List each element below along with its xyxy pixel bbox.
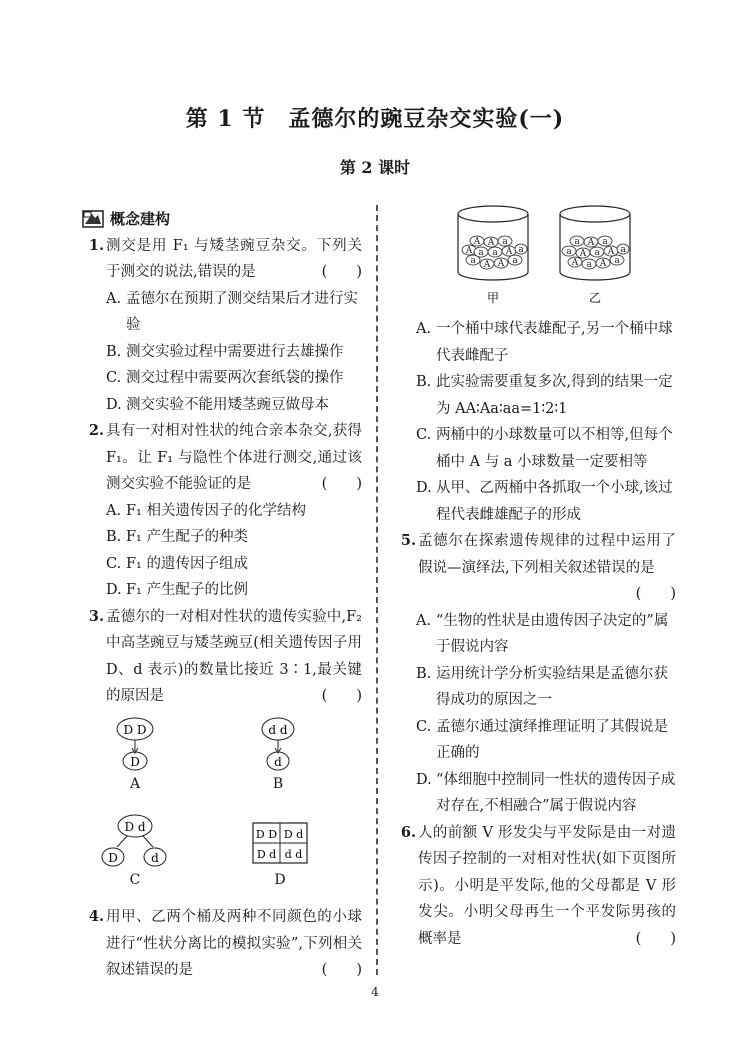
option-letter: A. xyxy=(416,321,432,337)
option-a[interactable] xyxy=(400,316,676,369)
question-3 xyxy=(80,604,362,710)
question-stem: 孟德尔在探索遗传规律的过程中运用了假说—演绎法,下列相关叙述错误的是 xyxy=(418,533,676,576)
lesson-subtitle: 第 2 课时 xyxy=(339,158,411,177)
question-stem: 孟德尔的一对相对性状的遗传实验中,F₂ 中高茎豌豆与矮茎豌豆(相关遗传因子用 D、d 表示)的数量比接近 3∶1,最关键的原因是 xyxy=(106,608,362,704)
question-2 xyxy=(80,418,362,498)
diagram-b-child: d xyxy=(274,755,282,769)
question-stem: 人的前额 V 形发尖与平发际是由一对遗传因子控制的一对相对性状(如下页图所示)。小明是平发际,他的父母都是 V 形发尖。小明父母再生一个平发际男孩的概率是 xyxy=(418,824,676,947)
option-text: F₁ 产生配子的比例 xyxy=(126,582,248,598)
question-5 xyxy=(400,528,676,608)
right-column xyxy=(400,316,676,952)
concept-icon xyxy=(82,210,104,228)
question-number: 6. xyxy=(400,823,416,841)
diagram-a-child: D xyxy=(130,755,140,769)
option-a[interactable] xyxy=(400,608,676,661)
option-d[interactable] xyxy=(80,392,362,419)
svg-text:a: a xyxy=(586,260,592,270)
question-1 xyxy=(80,233,362,286)
page-number: 4 xyxy=(371,985,379,999)
option-letter: C. xyxy=(416,427,432,443)
svg-text:a: a xyxy=(594,248,600,258)
svg-text:A: A xyxy=(607,247,615,257)
page-title: 第 1 节 孟德尔的豌豆杂交实验(一) xyxy=(185,106,565,132)
diagram-a-label: A xyxy=(129,776,141,792)
option-c[interactable] xyxy=(80,551,362,578)
svg-text:a: a xyxy=(566,247,572,257)
svg-text:a: a xyxy=(492,248,498,258)
diagram-d-label: D xyxy=(274,872,286,888)
svg-text:A: A xyxy=(587,238,595,248)
svg-text:A: A xyxy=(487,238,495,248)
option-letter: B. xyxy=(416,665,432,682)
option-c[interactable] xyxy=(400,714,676,767)
option-letter: A. xyxy=(106,502,122,519)
svg-text:A: A xyxy=(599,259,607,269)
answer-bracket: ( ) xyxy=(635,586,676,602)
answer-bracket: ( ) xyxy=(321,688,362,704)
svg-text:a: a xyxy=(512,256,518,266)
option-a[interactable] xyxy=(80,498,362,525)
option-text: 测交实验过程中需要进行去雄操作 xyxy=(126,343,344,360)
diagram-b[interactable] xyxy=(243,715,313,775)
question-number: 4. xyxy=(88,908,104,925)
option-b[interactable] xyxy=(400,661,676,714)
question-stem: 测交是用 F₁ 与矮茎豌豆杂交。下列关于测交的说法,错误的是 xyxy=(106,237,362,280)
option-text: 一个桶中球代表雄配子,另一个桶中球代表雌配子 xyxy=(436,321,673,364)
diagram-a-parent: D D xyxy=(123,723,147,737)
option-text: “体细胞中控制同一性状的遗传因子成对存在,不相融合”属于假说内容 xyxy=(436,771,676,814)
option-d[interactable] xyxy=(80,577,362,604)
diagram-d[interactable] xyxy=(252,822,308,864)
section-header xyxy=(82,206,362,233)
bucket-jia xyxy=(458,206,528,280)
bucket-yi-label: 乙 xyxy=(588,291,602,305)
option-text: 此实验需要重复多次,得到的结果一定为 AA∶Aa∶aa=1∶2∶1 xyxy=(436,374,673,417)
answer-bracket: ( ) xyxy=(321,962,362,978)
svg-text:a: a xyxy=(518,245,524,255)
svg-text:A: A xyxy=(579,249,587,259)
diagram-c-parent: D d xyxy=(124,820,146,834)
svg-text:A: A xyxy=(497,259,505,269)
option-text: 两桶中的小球数量可以不相等,但每个桶中 A 与 a 小球数量一定要相等 xyxy=(436,427,673,470)
punnett-cell: D d xyxy=(256,848,277,861)
option-text: 运用统计学分析实验结果是孟德尔获得成功的原因之一 xyxy=(436,665,668,708)
question-stem: 具有一对相对性状的纯合亲本杂交,获得 F₁。让 F₁ 与隐性个体进行测交,通过该测交实验不能验证的是 xyxy=(106,423,362,492)
question-4 xyxy=(80,904,362,984)
svg-text:A: A xyxy=(571,258,579,268)
option-letter: D. xyxy=(106,396,122,413)
svg-text:a: a xyxy=(470,256,476,266)
column-divider xyxy=(376,205,378,975)
option-text: 从甲、乙两桶中各抓取一个小球,该过程代表雌雄配子的形成 xyxy=(436,480,673,523)
option-text: 测交过程中需要两次套纸袋的操作 xyxy=(126,370,344,386)
option-letter: A. xyxy=(416,612,432,629)
svg-text:A: A xyxy=(473,237,481,247)
option-letter: D. xyxy=(416,480,432,496)
diagram-b-parent: d d xyxy=(268,723,288,737)
diagram-c-child-2: d xyxy=(151,851,159,865)
bucket-yi xyxy=(560,206,630,280)
question-6 xyxy=(400,820,676,953)
option-letter: D. xyxy=(106,582,122,598)
option-c[interactable] xyxy=(400,422,676,475)
option-letter: C. xyxy=(106,370,122,386)
option-d[interactable] xyxy=(400,475,676,528)
option-text: F₁ 相关遗传因子的化学结构 xyxy=(126,502,306,519)
bucket-figure xyxy=(455,202,635,310)
option-text: F₁ 产生配子的种类 xyxy=(126,529,248,545)
question-4-stem-block xyxy=(80,904,362,984)
diagram-c-label: C xyxy=(129,872,141,888)
diagram-a[interactable] xyxy=(100,715,170,775)
question-number: 3. xyxy=(88,607,104,625)
punnett-cell: D D xyxy=(255,828,278,841)
bucket-jia-label: 甲 xyxy=(486,291,500,305)
svg-text:a: a xyxy=(574,237,580,247)
option-b[interactable] xyxy=(80,524,362,551)
option-text: 孟德尔在预期了测交结果后才进行实验 xyxy=(126,290,358,333)
diagram-b-label: B xyxy=(272,776,284,792)
option-d[interactable] xyxy=(400,767,676,820)
svg-text:a: a xyxy=(502,237,508,247)
question-number: 5. xyxy=(400,532,416,549)
punnett-cell: d d xyxy=(284,848,303,861)
svg-text:a: a xyxy=(614,256,620,266)
option-letter: B. xyxy=(106,529,122,545)
svg-text:A: A xyxy=(483,260,491,270)
question-number: 2. xyxy=(88,422,104,439)
option-b[interactable] xyxy=(400,369,676,422)
question-number: 1. xyxy=(88,236,104,254)
diagram-c-child-1: D xyxy=(108,851,118,865)
option-letter: C. xyxy=(416,718,432,735)
option-a[interactable] xyxy=(80,286,362,339)
punnett-cell: D d xyxy=(283,828,304,841)
answer-bracket: ( ) xyxy=(321,476,362,492)
option-letter: B. xyxy=(416,374,432,390)
diagram-c[interactable] xyxy=(95,813,175,873)
option-b[interactable] xyxy=(80,339,362,366)
option-text: 测交实验不能用矮茎豌豆做母本 xyxy=(126,396,329,413)
svg-text:A: A xyxy=(465,246,473,256)
option-text: “生物的性状是由遗传因子决定的”属于假说内容 xyxy=(436,612,669,655)
option-c[interactable] xyxy=(80,365,362,392)
svg-text:a: a xyxy=(478,248,484,258)
option-text: F₁ 的遗传因子组成 xyxy=(126,555,248,572)
answer-bracket: ( ) xyxy=(635,930,676,947)
option-letter: C. xyxy=(106,555,122,572)
svg-text:a: a xyxy=(602,237,608,247)
left-column xyxy=(80,206,362,710)
section-title: 概念建构 xyxy=(110,210,171,228)
option-text: 孟德尔通过演绎推理证明了其假说是正确的 xyxy=(436,718,668,761)
option-letter: B. xyxy=(106,343,122,360)
option-letter: D. xyxy=(416,771,432,788)
answer-bracket: ( ) xyxy=(321,264,362,280)
svg-text:a: a xyxy=(620,245,626,255)
option-letter: A. xyxy=(106,290,122,307)
svg-text:A: A xyxy=(505,247,513,257)
question-stem: 用甲、乙两个桶及两种不同颜色的小球进行“性状分离比的模拟实验”,下列相关叙述错误的是 xyxy=(106,909,362,978)
